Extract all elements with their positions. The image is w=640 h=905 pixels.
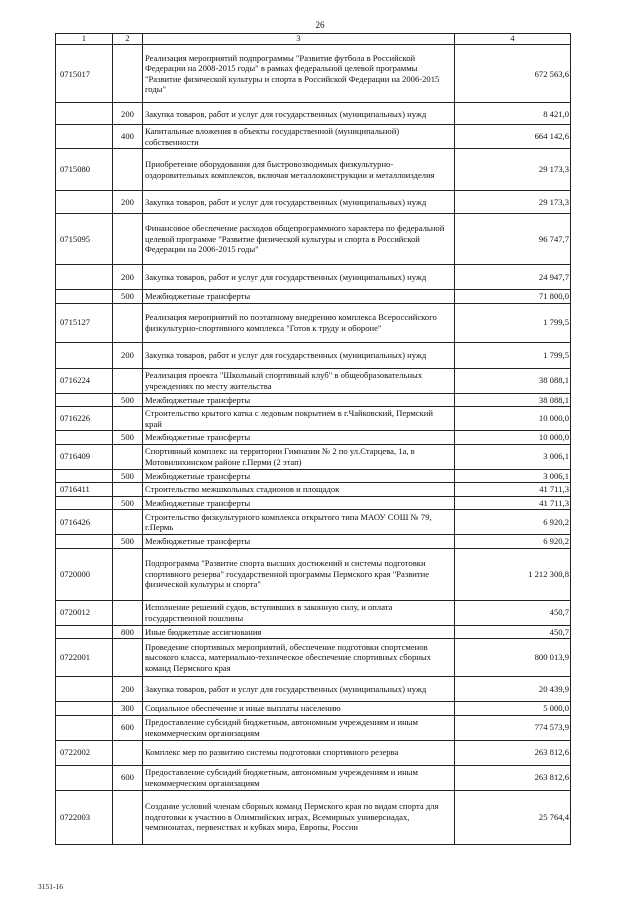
table-row: [56, 290, 571, 303]
row-code-cell: [56, 393, 113, 406]
row-type-cell: 200: [113, 103, 143, 125]
row-amount-cell: 38 088,1: [455, 393, 571, 406]
row-type-cell: 200: [113, 191, 143, 214]
row-amount-cell: 10 000,0: [455, 431, 571, 444]
row-code-cell: [56, 191, 113, 214]
row-type-cell: [113, 368, 143, 393]
table-row: [56, 625, 571, 638]
row-code-cell: [56, 431, 113, 444]
row-type-cell: 800: [113, 625, 143, 638]
row-type-cell: [113, 639, 143, 677]
table-row: [56, 444, 571, 469]
table-row: [56, 496, 571, 509]
row-code-cell: [56, 342, 113, 368]
header-cell: 1: [56, 34, 113, 45]
table-row: [56, 407, 571, 431]
table-row: [56, 715, 571, 740]
row-code-cell: 0720000: [56, 548, 113, 600]
row-description-cell: Межбюджетные трансферты: [143, 496, 455, 509]
row-description-cell: Капитальные вложения в объекты государственной (муниципальной) собственности: [143, 125, 455, 149]
footer-code: 3151-16: [38, 882, 63, 891]
row-type-cell: 200: [113, 265, 143, 290]
row-description-cell: Исполнение решений судов, вступивших в законную силу, и оплата государственной пошлины: [143, 600, 455, 625]
row-amount-cell: 29 173,3: [455, 149, 571, 191]
row-type-cell: [113, 548, 143, 600]
row-type-cell: [113, 740, 143, 765]
row-amount-cell: 8 421,0: [455, 103, 571, 125]
row-amount-cell: 774 573,9: [455, 715, 571, 740]
row-description-cell: Межбюджетные трансферты: [143, 535, 455, 548]
row-type-cell: [113, 444, 143, 469]
row-amount-cell: 800 013,9: [455, 639, 571, 677]
row-type-cell: 500: [113, 393, 143, 406]
row-description-cell: Закупка товаров, работ и услуг для государственных (муниципальных) нужд: [143, 191, 455, 214]
row-code-cell: [56, 469, 113, 482]
row-description-cell: Реализация проекта "Школьный спортивный клуб" в общеобразовательных учреждениях по месту жительства: [143, 368, 455, 393]
row-amount-cell: 5 000,0: [455, 702, 571, 715]
row-description-cell: Закупка товаров, работ и услуг для государственных (муниципальных) нужд: [143, 342, 455, 368]
table-header-row: [56, 34, 571, 45]
row-amount-cell: 3 006,1: [455, 469, 571, 482]
row-description-cell: Реализация мероприятий по поэтапному внедрению комплекса Всероссийского физкультурно-спортивного комплекса "Готов к труду и обороне": [143, 303, 455, 342]
row-amount-cell: 10 000,0: [455, 407, 571, 431]
row-type-cell: [113, 45, 143, 103]
row-code-cell: [56, 125, 113, 149]
row-amount-cell: 25 764,4: [455, 790, 571, 844]
row-amount-cell: 6 920,2: [455, 510, 571, 535]
row-code-cell: [56, 496, 113, 509]
row-description-cell: Межбюджетные трансферты: [143, 431, 455, 444]
row-description-cell: Проведение спортивных мероприятий, обеспечение подготовки спортсменов высокого класса, материально-техническое обеспечение спортивных сборных команд Пермского края: [143, 639, 455, 677]
row-amount-cell: 38 088,1: [455, 368, 571, 393]
row-amount-cell: 6 920,2: [455, 535, 571, 548]
row-description-cell: Создание условий членам сборных команд Пермского края по видам спорта для подготовки к участию в Олимпийских играх, Всемирных универсиадах, чемпионатах, первенствах и кубках мира, Европы, России: [143, 790, 455, 844]
row-type-cell: [113, 510, 143, 535]
table-row: [56, 125, 571, 149]
row-type-cell: 500: [113, 535, 143, 548]
row-code-cell: 0715017: [56, 45, 113, 103]
table-row: [56, 677, 571, 702]
table-row: [56, 431, 571, 444]
row-code-cell: 0715127: [56, 303, 113, 342]
row-type-cell: 600: [113, 765, 143, 790]
row-description-cell: Подпрограмма "Развитие спорта высших достижений и системы подготовки спортивного резерва" государственной программы Пермского края "Развитие физической культуры и спорта": [143, 548, 455, 600]
row-code-cell: [56, 290, 113, 303]
row-description-cell: Спортивный комплекс на территории Гимназии № 2 по ул.Старцева, 1а, в Мотовилихинском районе г.Перми (2 этап): [143, 444, 455, 469]
row-type-cell: 500: [113, 496, 143, 509]
row-amount-cell: 263 812,6: [455, 740, 571, 765]
row-type-cell: 500: [113, 431, 143, 444]
table-row: [56, 149, 571, 191]
row-type-cell: [113, 149, 143, 191]
page-number: 26: [315, 20, 325, 30]
row-code-cell: 0716411: [56, 483, 113, 496]
table-row: [56, 535, 571, 548]
row-type-cell: [113, 600, 143, 625]
row-amount-cell: 1 799,5: [455, 303, 571, 342]
row-type-cell: 600: [113, 715, 143, 740]
row-amount-cell: 24 947,7: [455, 265, 571, 290]
table-row: [56, 765, 571, 790]
row-type-cell: 200: [113, 342, 143, 368]
row-type-cell: 300: [113, 702, 143, 715]
row-description-cell: Строительство крытого катка с ледовым покрытием в г.Чайковский, Пермский край: [143, 407, 455, 431]
table-row: [56, 548, 571, 600]
row-amount-cell: 29 173,3: [455, 191, 571, 214]
budget-table: [55, 33, 571, 845]
row-code-cell: 0722003: [56, 790, 113, 844]
table-row: [56, 469, 571, 482]
row-code-cell: [56, 625, 113, 638]
row-type-cell: [113, 407, 143, 431]
table-row: [56, 214, 571, 265]
table-row: [56, 510, 571, 535]
row-code-cell: [56, 715, 113, 740]
row-description-cell: Строительство межшкольных стадионов и площадок: [143, 483, 455, 496]
row-description-cell: Финансовое обеспечение расходов общепрограммного характера по федеральной целевой программе "Развитие физической культуры и спорта в Российской Федерации на 2006-2015 годы": [143, 214, 455, 265]
row-amount-cell: 450,7: [455, 625, 571, 638]
row-description-cell: Закупка товаров, работ и услуг для государственных (муниципальных) нужд: [143, 265, 455, 290]
row-description-cell: Межбюджетные трансферты: [143, 290, 455, 303]
table-row: [56, 639, 571, 677]
row-amount-cell: 664 142,6: [455, 125, 571, 149]
row-type-cell: 500: [113, 469, 143, 482]
row-type-cell: [113, 214, 143, 265]
table-row: [56, 103, 571, 125]
row-type-cell: 200: [113, 677, 143, 702]
row-description-cell: Предоставление субсидий бюджетным, автономным учреждениям и иным некоммерческим организациям: [143, 765, 455, 790]
row-amount-cell: 1 799,5: [455, 342, 571, 368]
row-amount-cell: 71 800,0: [455, 290, 571, 303]
table-row: [56, 265, 571, 290]
table-row: [56, 45, 571, 103]
row-code-cell: 0715095: [56, 214, 113, 265]
table-row: [56, 303, 571, 342]
row-code-cell: 0722002: [56, 740, 113, 765]
row-code-cell: 0716426: [56, 510, 113, 535]
row-description-cell: Межбюджетные трансферты: [143, 469, 455, 482]
row-amount-cell: 96 747,7: [455, 214, 571, 265]
row-type-cell: 500: [113, 290, 143, 303]
row-description-cell: Комплекс мер по развитию системы подготовки спортивного резерва: [143, 740, 455, 765]
row-amount-cell: 1 212 300,8: [455, 548, 571, 600]
row-code-cell: [56, 535, 113, 548]
row-amount-cell: 450,7: [455, 600, 571, 625]
row-amount-cell: 41 711,3: [455, 496, 571, 509]
row-amount-cell: 3 006,1: [455, 444, 571, 469]
row-code-cell: [56, 103, 113, 125]
row-code-cell: [56, 677, 113, 702]
header-cell: 2: [113, 34, 143, 45]
row-type-cell: 400: [113, 125, 143, 149]
row-code-cell: [56, 702, 113, 715]
row-code-cell: 0716226: [56, 407, 113, 431]
row-description-cell: Межбюджетные трансферты: [143, 393, 455, 406]
row-description-cell: Закупка товаров, работ и услуг для государственных (муниципальных) нужд: [143, 103, 455, 125]
table-row: [56, 600, 571, 625]
table-row: [56, 483, 571, 496]
header-cell: 3: [143, 34, 455, 45]
row-amount-cell: 20 439,9: [455, 677, 571, 702]
row-code-cell: [56, 765, 113, 790]
row-code-cell: 0722001: [56, 639, 113, 677]
row-description-cell: Закупка товаров, работ и услуг для государственных (муниципальных) нужд: [143, 677, 455, 702]
row-type-cell: [113, 790, 143, 844]
row-description-cell: Предоставление субсидий бюджетным, автономным учреждениям и иным некоммерческим организациям: [143, 715, 455, 740]
table-row: [56, 740, 571, 765]
header-cell: 4: [455, 34, 571, 45]
row-code-cell: 0716409: [56, 444, 113, 469]
row-description-cell: Строительство физкультурного комплекса открытого типа МАОУ СОШ № 79, г.Пермь: [143, 510, 455, 535]
row-description-cell: Социальное обеспечение и иные выплаты населению: [143, 702, 455, 715]
row-code-cell: [56, 265, 113, 290]
table-row: [56, 191, 571, 214]
table-row: [56, 790, 571, 844]
row-amount-cell: 672 563,6: [455, 45, 571, 103]
table-row: [56, 393, 571, 406]
table-row: [56, 342, 571, 368]
row-type-cell: [113, 303, 143, 342]
row-type-cell: [113, 483, 143, 496]
row-code-cell: 0716224: [56, 368, 113, 393]
row-description-cell: Реализация мероприятий подпрограммы "Развитие футбола в Российской Федерации на 2008-2015 годы" в рамках федеральной целевой программы "Развитие физической культуры и спорта в Российской Федерации на 2006-2015 годы": [143, 45, 455, 103]
row-description-cell: Приобретение оборудования для быстровозводимых физкультурно-оздоровительных комплексов, включая металлоконструкции и металлоизделия: [143, 149, 455, 191]
table-row: [56, 702, 571, 715]
row-code-cell: 0720012: [56, 600, 113, 625]
row-code-cell: 0715080: [56, 149, 113, 191]
row-amount-cell: 263 812,6: [455, 765, 571, 790]
row-description-cell: Иные бюджетные ассигнования: [143, 625, 455, 638]
row-amount-cell: 41 711,3: [455, 483, 571, 496]
table-row: [56, 368, 571, 393]
